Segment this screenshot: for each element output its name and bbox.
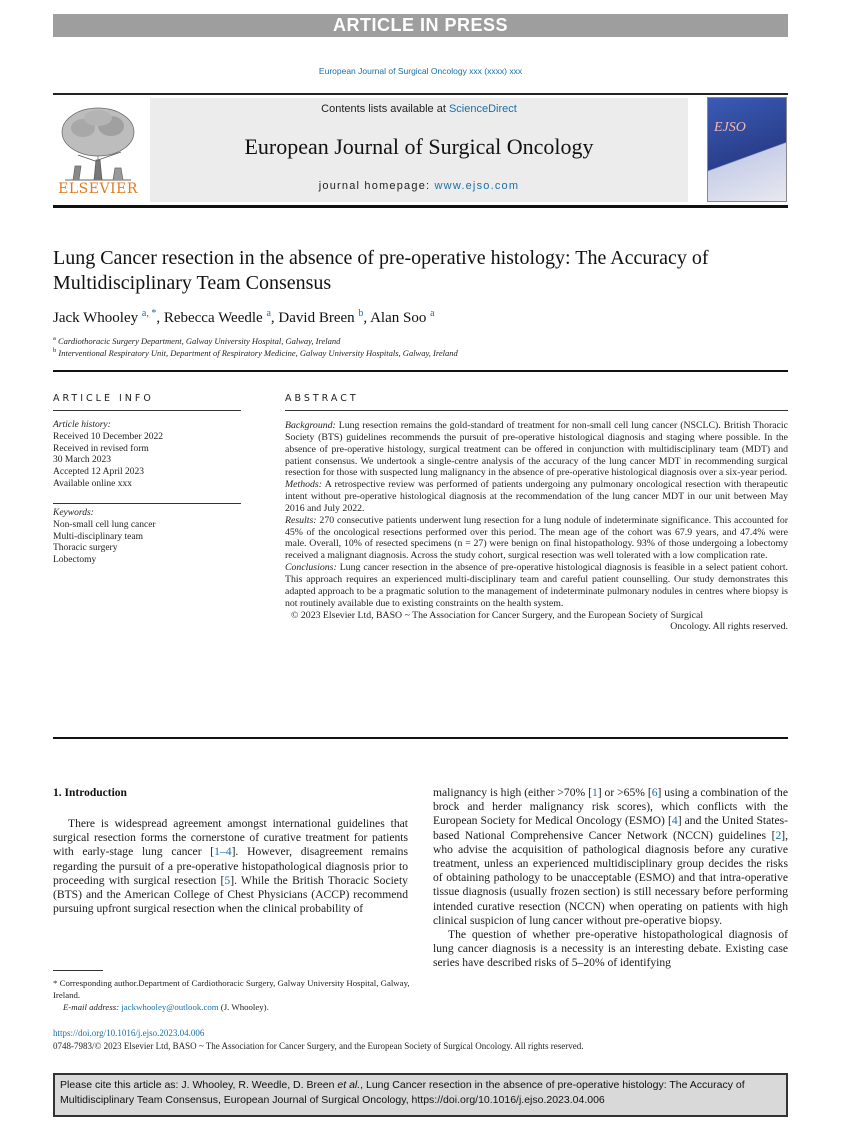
- keywords: [53, 508, 156, 567]
- doi-link[interactable]: https://doi.org/10.1016/j.ejso.2023.04.006: [53, 1028, 205, 1038]
- body-paragraph: The question of whether pre-operative histopathological diagnosis of lung cancer diagnosis is a necessity is an interesting debate. Existing case series have described risks of 5–20% of identifying: [433, 928, 788, 970]
- affiliation-text: Cardiothoracic Surgery Department, Galway University Hospital, Galway, Ireland: [55, 335, 341, 346]
- email-suffix: (J. Whooley).: [218, 1002, 269, 1012]
- abstract-results: [285, 515, 788, 562]
- please-cite-box: [53, 1073, 788, 1117]
- abstract-methods: [285, 479, 788, 515]
- affiliation-marker[interactable]: b: [358, 308, 364, 319]
- citation-link[interactable]: 1: [591, 786, 598, 799]
- body-column-right: [433, 786, 788, 971]
- cite-prefix: Please cite this article as: J. Whooley, R. Weedle, D. Breen: [60, 1079, 338, 1091]
- affiliation-label: a: [53, 335, 56, 342]
- citation-link[interactable]: 5: [224, 873, 231, 887]
- body-paragraph: [433, 786, 788, 928]
- body-text: ] using a combination of the brock and herder malignancy risk scores), which conflicts with the European Society for Medical Oncology (ESMO) [: [433, 786, 789, 828]
- article-info-label: ARTICLE INFO: [53, 393, 154, 404]
- history-entry: Available online xxx: [53, 478, 132, 489]
- history-label: Article history:: [53, 420, 111, 430]
- citation-link[interactable]: 1–4: [214, 845, 232, 859]
- background-text: Lung resection remains the gold-standard of treatment for non-small cell lung cancer (NSCLC). British Thoracic Society (BTS) guidelines recommends the pursuit of pre-operative histological diagnosis and staging where possible. In the absence of pre-operative histology, surgical treatment can be offered in conjunction with multidisciplinary team (MDT) and patient consensus. We undertook a single-centre analysis of the accuracy of the lung cancer MDT in recommending surgical resection for those with suspected lung malignancy in the absence of pre-operative histological diagnosis over a six-year period.: [285, 420, 788, 479]
- background-label: Background:: [285, 420, 336, 431]
- abstract-body: [285, 420, 788, 633]
- journal-title: European Journal of Surgical Oncology: [244, 134, 594, 159]
- history-entry: 30 March 2023: [53, 455, 112, 466]
- body-text: ] and the United States-based National Comprehensive Cancer Network (NCCN) guidelines [: [433, 814, 788, 842]
- body-text: ]. While the British Thoracic Society (BTS) and the American College of Chest Physicians (ACCP) recommend pursuing upfront surgical resection when the clinical probability of: [53, 873, 408, 916]
- affiliation-text: Interventional Respiratory Unit, Department of Respiratory Medicine, Galway University Hospitals, Galway, Ireland: [56, 347, 458, 358]
- abstract-rule: [285, 410, 788, 411]
- affiliation-marker[interactable]: a: [266, 308, 271, 319]
- body-column-left: [53, 817, 408, 916]
- email-line: [53, 1001, 413, 1013]
- abstract-conclusions: [285, 562, 788, 609]
- article-history: [53, 420, 163, 491]
- email-link[interactable]: jackwhooley@outlook.com: [121, 1002, 219, 1012]
- article-info-rule: [53, 410, 241, 411]
- elsevier-wordmark[interactable]: ELSEVIER: [58, 181, 138, 197]
- footnote-rule: [53, 970, 103, 971]
- sciencedirect-link[interactable]: ScienceDirect: [448, 103, 517, 115]
- journal-reference-link[interactable]: European Journal of Surgical Oncology xxx (xxxx) xxx: [318, 66, 523, 76]
- section-heading-introduction: 1. Introduction: [53, 787, 127, 799]
- affiliation-a: [53, 335, 340, 346]
- cite-suffix: , Lung Cancer resection in the absence of pre-operative histology: The Accuracy of Multidisciplinary Team Consensus, European Journal of Surgical Oncology, https://doi.org/10.1016/j.ejso.2023.04.006: [60, 1079, 745, 1106]
- journal-masthead: [150, 98, 688, 202]
- keyword: Thoracic surgery: [53, 543, 118, 554]
- author-name: David Breen: [278, 310, 359, 326]
- author-name: Rebecca Weedle: [163, 310, 267, 326]
- methods-text: A retrospective review was performed of patients undergoing any pulmonary oncological resection with therapeutic intent without pre-operative histological diagnosis at the recommendation of the lung cancer MDT in our unit between May 2016 and July 2022.: [285, 479, 788, 514]
- methods-label: Methods:: [285, 479, 323, 491]
- journal-cover-thumbnail[interactable]: [707, 97, 787, 202]
- results-text: 270 consecutive patients underwent lung resection for a lung nodule of indeterminate significance. This accounted for 45% of the oncological resections performed over this period. The mean age of the cohort was 67.9 years, and 47.4% were male. Overall, 10% of resected specimens (n = 27) were benign on final histopathology. 93% of those undergoing a lobectomy received a malignant diagnosis. Across the study cohort, surgical resection was well tolerated with a low complication rate.: [285, 514, 788, 562]
- keywords-rule: [53, 503, 241, 504]
- cover-title: EJSO: [714, 120, 746, 135]
- homepage-prefix: journal homepage:: [318, 180, 435, 192]
- body-text: ] or >65% [: [597, 786, 652, 799]
- contents-available-line: [150, 103, 688, 115]
- article-title: Lung Cancer resection in the absence of pre-operative histology: The Accuracy of Multidisciplinary Team Consensus: [53, 247, 709, 294]
- body-text: ]. However, disagreement remains regarding the pursuit of a pre-operative histopathological diagnosis prior to proceeding with surgical resection [: [53, 845, 408, 887]
- affiliation-marker[interactable]: a: [430, 308, 435, 319]
- section-divider: [53, 370, 788, 372]
- history-entry: Received 10 December 2022: [53, 431, 163, 442]
- history-entry: Received in revised form: [53, 443, 149, 454]
- author-name: Jack Whooley: [53, 310, 142, 326]
- email-label: E-mail address:: [63, 1002, 122, 1012]
- conclusions-text: Lung cancer resection in the absence of pre-operative histological diagnosis is feasible in a select patient cohort. This approach requires an experienced multi-disciplinary team and careful patient counselling. Our study demonstrates this adapted approach to be a pragmatic solution to the management of indeterminate pulmonary nodules in centres where biopsy is not routinely available due to existing constraints on the health system.: [285, 562, 788, 609]
- keyword: Multi-disciplinary team: [53, 531, 143, 542]
- abstract-label: ABSTRACT: [285, 393, 359, 404]
- issn-copyright-line: 0748-7983/© 2023 Elsevier Ltd, BASO ~ The Association for Cancer Surgery, and the European Society of Surgical Oncology. All rights reserved.: [53, 1041, 584, 1051]
- body-paragraph: [53, 817, 408, 916]
- citation-link[interactable]: 4: [671, 814, 678, 828]
- corresponding-author-footnote: [53, 977, 413, 1013]
- author-name: Alan Soo: [370, 310, 431, 326]
- body-text: ], who advise the acquisition of pathological diagnosis before any curative treatment, unless an experienced multidisciplinary group decides the risks of obtaining pathology to be unacceptable (ESMO) and that intra-operative tissue diagnosis (usually frozen section) is still necessary before performing intended curative resection (NCCN) when operating on patients with high clinical suspicion of lung cancer without pre-operative biopsy.: [433, 828, 788, 927]
- cite-etal: et al.: [337, 1079, 361, 1091]
- copyright-line-2: Oncology. All rights reserved.: [670, 621, 788, 633]
- citation-link[interactable]: 2: [775, 828, 782, 842]
- keyword: Non-small cell lung cancer: [53, 519, 156, 530]
- article-in-press-banner: ARTICLE IN PRESS: [53, 14, 788, 37]
- header-bottom-rule: [53, 205, 788, 208]
- body-text: malignancy is high (either >70% [: [433, 786, 592, 799]
- journal-homepage-line: [150, 180, 688, 192]
- footnote-text: * Corresponding author.Department of Cardiothoracic Surgery, Galway University Hospital, Galway, Ireland.: [53, 978, 410, 1000]
- header-top-rule: [53, 93, 788, 95]
- section-divider: [53, 737, 788, 739]
- history-entry: Accepted 12 April 2023: [53, 467, 145, 478]
- affiliation-marker[interactable]: a, *: [141, 308, 157, 319]
- contents-prefix: Contents lists available at: [321, 103, 449, 115]
- body-text: There is widespread agreement amongst international guidelines that surgical resection forms the cornerstone of curative treatment for patients with early-stage lung cancer [: [53, 817, 408, 859]
- keyword: Lobectomy: [53, 555, 97, 566]
- citation-link[interactable]: 6: [651, 786, 658, 799]
- results-label: Results:: [285, 514, 317, 526]
- conclusions-label: Conclusions:: [285, 562, 337, 574]
- author-list: Jack Whooley $^{a, *}$, Rebecca Weedle $^a$, David Breen $^b$, Alan Soo $^a$: [53, 308, 435, 326]
- affiliation-b: [53, 347, 458, 358]
- journal-homepage-link[interactable]: www.ejso.com: [434, 180, 520, 192]
- copyright-line-1: © 2023 Elsevier Ltd, BASO ~ The Association for Cancer Surgery, and the European Society of Surgical: [291, 609, 704, 621]
- keywords-label: Keywords:: [53, 508, 94, 518]
- affiliation-label: b: [53, 347, 57, 354]
- abstract-background: [285, 420, 788, 479]
